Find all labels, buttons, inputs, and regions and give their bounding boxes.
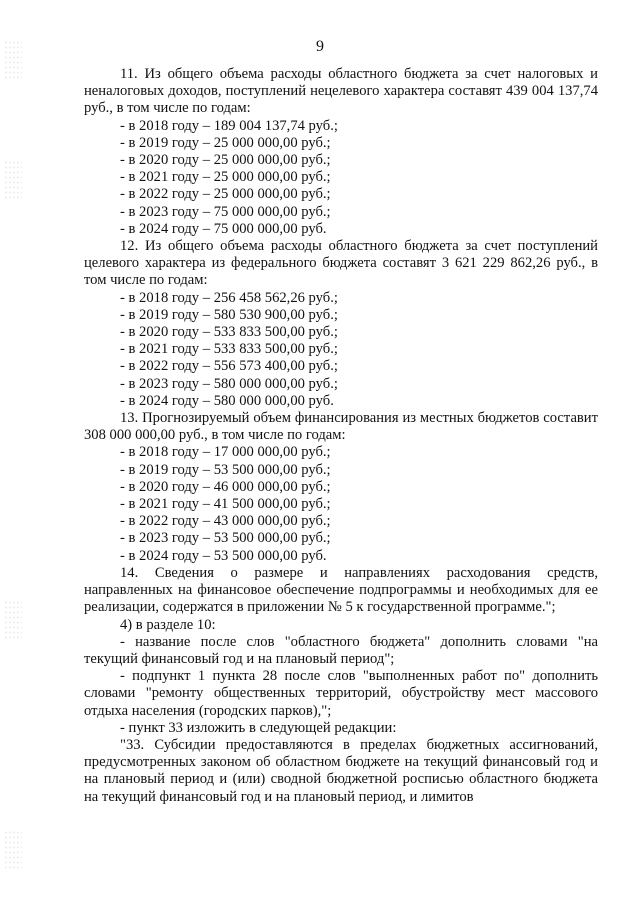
list-item: - в 2020 году – 46 000 000,00 руб.; bbox=[120, 478, 331, 495]
list-item: - в 2023 году – 75 000 000,00 руб.; bbox=[120, 203, 331, 220]
list-item: - в 2018 году – 17 000 000,00 руб.; bbox=[120, 444, 331, 461]
list-item: - в 2020 году – 533 833 500,00 руб.; bbox=[120, 324, 338, 341]
paragraph-12: 12. Из общего объема расходы областного бюджета за счет поступлений целевого характера из федерального бюджета составят 3 621 229 862,26 руб., в том числе по годам: bbox=[84, 238, 598, 289]
scan-artifact bbox=[4, 830, 22, 870]
year-list-11 bbox=[84, 118, 598, 238]
paragraph-14: 14. Сведения о размере и направлениях расходования средств, направленных на финансовое обеспечение подпрограммы и необходимых для ее реализации, содержатся в приложении № 5 к государственной программе."; bbox=[84, 564, 598, 616]
paragraph-33: "33. Субсидии предоставляются в пределах бюджетных ассигнований, предусмотренных законом об областном бюджете на текущий финансовый год и на плановый период и (или) сводной бюджетной росписью областного бюджета на текущий финансовый год и на плановый период, и лимитов bbox=[84, 736, 598, 805]
amendment-subpoint-28: - подпункт 1 пункта 28 после слов "выполненных работ по" дополнить словами "ремонту общественных территорий, обустройству мест массового отдыха населения (городских парков),"; bbox=[84, 668, 598, 719]
list-item: - в 2018 году – 189 004 137,74 руб.; bbox=[120, 117, 338, 134]
list-item: - в 2022 году – 43 000 000,00 руб.; bbox=[120, 513, 331, 530]
list-item: - в 2021 году – 533 833 500,00 руб.; bbox=[120, 341, 338, 358]
amendment-point-33: - пункт 33 изложить в следующей редакции: bbox=[120, 719, 397, 736]
section-10-heading: 4) в разделе 10: bbox=[120, 616, 216, 633]
list-item: - в 2023 году – 580 000 000,00 руб.; bbox=[120, 375, 338, 392]
list-item: - в 2022 году – 556 573 400,00 руб.; bbox=[120, 358, 338, 375]
document-body bbox=[84, 66, 598, 806]
list-item: - в 2022 году – 25 000 000,00 руб.; bbox=[120, 186, 331, 203]
list-item: - в 2018 году – 256 458 562,26 руб.; bbox=[120, 289, 338, 306]
list-item: - в 2024 году – 53 500 000,00 руб. bbox=[120, 547, 327, 564]
scan-artifact bbox=[4, 160, 22, 200]
list-item: - в 2021 году – 41 500 000,00 руб.; bbox=[120, 496, 331, 513]
paragraph-11: 11. Из общего объема расходы областного бюджета за счет налоговых и неналоговых доходов, поступлений нецелевого характера составят 439 004 137,74 руб., в том числе по годам: bbox=[84, 66, 598, 117]
list-item: - в 2023 году – 53 500 000,00 руб.; bbox=[120, 530, 331, 547]
list-item: - в 2024 году – 580 000 000,00 руб. bbox=[120, 392, 334, 409]
list-item: - в 2020 году – 25 000 000,00 руб.; bbox=[120, 152, 331, 169]
page-number: 9 bbox=[316, 38, 324, 55]
list-item: - в 2019 году – 53 500 000,00 руб.; bbox=[120, 461, 331, 478]
paragraph-13: 13. Прогнозируемый объем финансирования из местных бюджетов составит 308 000 000,00 руб., в том числе по годам: bbox=[84, 410, 598, 444]
list-item: - в 2024 году – 75 000 000,00 руб. bbox=[120, 220, 327, 237]
list-item: - в 2021 году – 25 000 000,00 руб.; bbox=[120, 169, 331, 186]
list-item: - в 2019 году – 580 530 900,00 руб.; bbox=[120, 306, 338, 323]
scan-artifact bbox=[4, 600, 22, 640]
year-list-12 bbox=[84, 290, 598, 410]
list-item: - в 2019 году – 25 000 000,00 руб.; bbox=[120, 134, 331, 151]
year-list-13 bbox=[84, 444, 598, 564]
amendment-title: - название после слов "областного бюджета" дополнить словами "на текущий финансовый год и на плановый период"; bbox=[84, 633, 598, 667]
